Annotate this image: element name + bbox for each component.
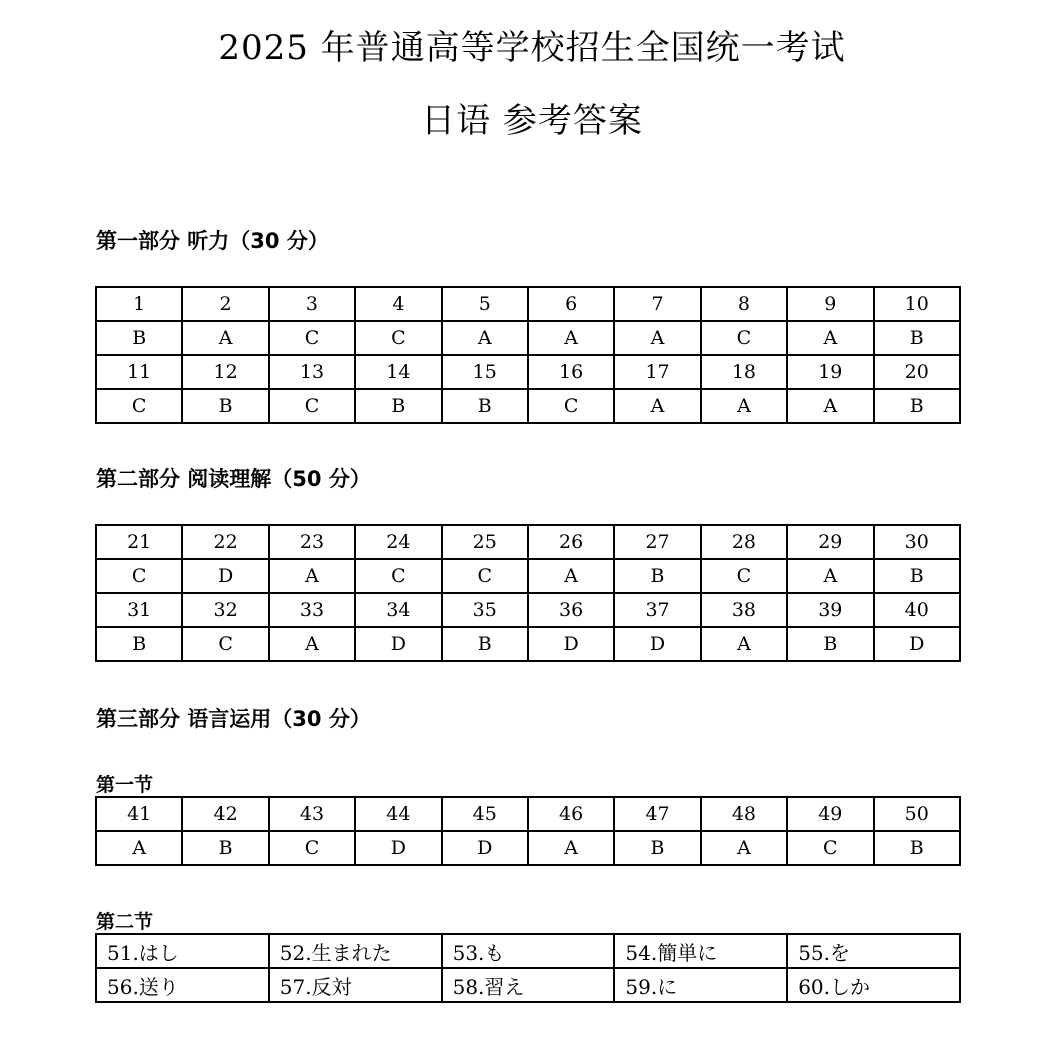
table-cell: 1 <box>96 287 182 321</box>
table-cell: 50 <box>874 797 960 831</box>
table-cell: 46 <box>528 797 614 831</box>
table-cell: 54.簡単に <box>614 934 787 968</box>
table-cell: A <box>701 627 787 661</box>
table-cell: 38 <box>701 593 787 627</box>
table-cell: 29 <box>787 525 873 559</box>
table-cell: C <box>182 627 268 661</box>
part1-answer-table <box>95 286 961 424</box>
table-cell: 8 <box>701 287 787 321</box>
part3-section1-heading: 第一节 <box>96 774 154 796</box>
table-cell: 16 <box>528 355 614 389</box>
table-row <box>96 525 960 559</box>
table-cell: C <box>355 321 441 355</box>
table-cell: B <box>96 321 182 355</box>
table-cell: 26 <box>528 525 614 559</box>
table-cell: A <box>614 321 700 355</box>
table-cell: A <box>701 831 787 865</box>
table-cell: 14 <box>355 355 441 389</box>
table-cell: 20 <box>874 355 960 389</box>
table-cell: D <box>614 627 700 661</box>
table-cell: A <box>269 559 355 593</box>
table-cell: 28 <box>701 525 787 559</box>
table-cell: C <box>528 389 614 423</box>
table-cell: 17 <box>614 355 700 389</box>
table-row <box>96 797 960 831</box>
table-cell: C <box>96 389 182 423</box>
table-cell: C <box>269 831 355 865</box>
table-row <box>96 968 960 1002</box>
table-cell: A <box>787 559 873 593</box>
table-cell: B <box>874 321 960 355</box>
table-cell: 33 <box>269 593 355 627</box>
table-row <box>96 831 960 865</box>
part3-section1-answer-table <box>95 796 961 866</box>
table-cell: 36 <box>528 593 614 627</box>
table-cell: 9 <box>787 287 873 321</box>
table-cell: B <box>874 831 960 865</box>
table-cell: B <box>442 627 528 661</box>
table-cell: D <box>874 627 960 661</box>
table-cell: 15 <box>442 355 528 389</box>
table-cell: 6 <box>528 287 614 321</box>
table-cell: 22 <box>182 525 268 559</box>
table-cell: 55.を <box>787 934 960 968</box>
table-cell: A <box>528 559 614 593</box>
table-cell: 10 <box>874 287 960 321</box>
table-cell: 49 <box>787 797 873 831</box>
table-cell: 39 <box>787 593 873 627</box>
table-cell: 27 <box>614 525 700 559</box>
table-cell: B <box>442 389 528 423</box>
table-cell: B <box>182 831 268 865</box>
table-cell: 56.送り <box>96 968 269 1002</box>
part1-heading: 第一部分 听力（30 分） <box>96 229 329 253</box>
table-cell: A <box>528 321 614 355</box>
table-cell: C <box>701 559 787 593</box>
part3-section2-answer-table <box>95 933 961 1003</box>
table-cell: A <box>614 389 700 423</box>
table-cell: D <box>442 831 528 865</box>
table-row <box>96 389 960 423</box>
table-cell: C <box>269 321 355 355</box>
table-cell: C <box>96 559 182 593</box>
table-cell: 45 <box>442 797 528 831</box>
table-cell: A <box>442 321 528 355</box>
table-cell: C <box>787 831 873 865</box>
table-cell: 4 <box>355 287 441 321</box>
table-cell: 11 <box>96 355 182 389</box>
table-cell: C <box>701 321 787 355</box>
table-row <box>96 593 960 627</box>
table-cell: 37 <box>614 593 700 627</box>
table-cell: 2 <box>182 287 268 321</box>
table-cell: 25 <box>442 525 528 559</box>
table-cell: 34 <box>355 593 441 627</box>
exam-title: 2025 年普通高等学校招生全国统一考试 <box>218 28 846 68</box>
table-cell: B <box>182 389 268 423</box>
table-cell: D <box>528 627 614 661</box>
part2-answer-table <box>95 524 961 662</box>
table-cell: 18 <box>701 355 787 389</box>
table-cell: 48 <box>701 797 787 831</box>
table-cell: 40 <box>874 593 960 627</box>
table-cell: 41 <box>96 797 182 831</box>
table-cell: B <box>614 831 700 865</box>
table-cell: A <box>182 321 268 355</box>
table-cell: 19 <box>787 355 873 389</box>
table-cell: 21 <box>96 525 182 559</box>
table-cell: 44 <box>355 797 441 831</box>
table-row <box>96 934 960 968</box>
table-cell: 5 <box>442 287 528 321</box>
table-cell: 42 <box>182 797 268 831</box>
table-cell: B <box>874 389 960 423</box>
table-cell: A <box>269 627 355 661</box>
table-cell: 60.しか <box>787 968 960 1002</box>
table-cell: 12 <box>182 355 268 389</box>
table-cell: B <box>614 559 700 593</box>
part3-heading: 第三部分 语言运用（30 分） <box>96 707 371 731</box>
table-cell: D <box>355 831 441 865</box>
table-cell: B <box>874 559 960 593</box>
table-cell: 31 <box>96 593 182 627</box>
answer-key-title: 日语 参考答案 <box>421 101 643 141</box>
table-row <box>96 287 960 321</box>
table-cell: 23 <box>269 525 355 559</box>
table-cell: C <box>355 559 441 593</box>
table-cell: 51.はし <box>96 934 269 968</box>
table-cell: A <box>96 831 182 865</box>
table-cell: 59.に <box>614 968 787 1002</box>
table-row <box>96 559 960 593</box>
table-row <box>96 321 960 355</box>
table-cell: 3 <box>269 287 355 321</box>
table-cell: 52.生まれた <box>269 934 442 968</box>
part2-heading: 第二部分 阅读理解（50 分） <box>96 467 371 491</box>
table-cell: D <box>182 559 268 593</box>
table-cell: 32 <box>182 593 268 627</box>
table-cell: C <box>269 389 355 423</box>
table-cell: A <box>701 389 787 423</box>
table-cell: D <box>355 627 441 661</box>
part3-section2-heading: 第二节 <box>96 911 154 933</box>
table-cell: 43 <box>269 797 355 831</box>
table-cell: 35 <box>442 593 528 627</box>
table-cell: A <box>787 389 873 423</box>
table-cell: 30 <box>874 525 960 559</box>
table-cell: 57.反対 <box>269 968 442 1002</box>
table-cell: B <box>96 627 182 661</box>
table-cell: 47 <box>614 797 700 831</box>
table-cell: C <box>442 559 528 593</box>
table-cell: 58.習え <box>442 968 615 1002</box>
table-cell: 7 <box>614 287 700 321</box>
table-row <box>96 355 960 389</box>
table-cell: B <box>787 627 873 661</box>
table-cell: A <box>528 831 614 865</box>
table-cell: 13 <box>269 355 355 389</box>
table-cell: A <box>787 321 873 355</box>
table-row <box>96 627 960 661</box>
table-cell: 53.も <box>442 934 615 968</box>
table-cell: B <box>355 389 441 423</box>
table-cell: 24 <box>355 525 441 559</box>
